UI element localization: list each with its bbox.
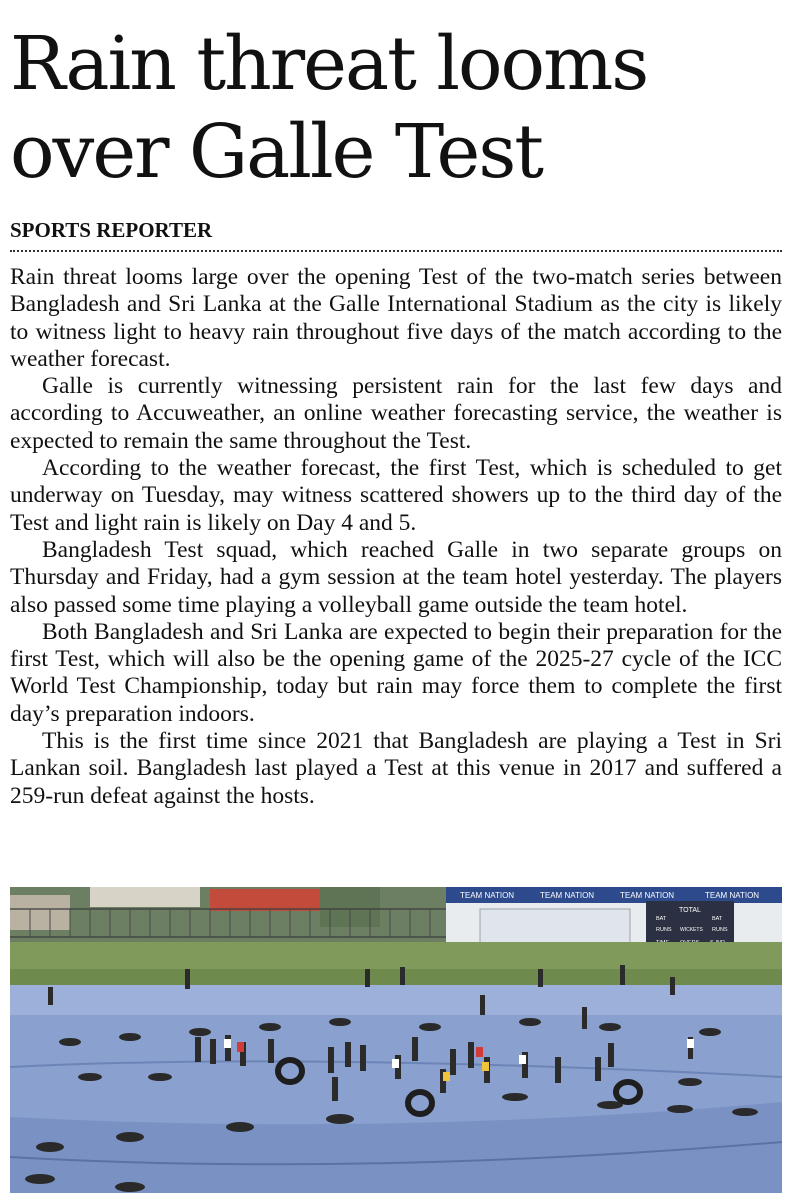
stadium-photo <box>10 887 782 1193</box>
paragraph: Bangladesh Test squad, which reached Galle in two separate groups on Thursday and Friday, had a gym session at the team hotel yesterday. The players also passed some time playing a volleyball game outside the team hotel. <box>10 536 782 618</box>
headline <box>10 20 782 196</box>
banner-text: TEAM NATION <box>460 891 515 900</box>
paragraph: Both Bangladesh and Sri Lanka are expected to begin their preparation for the first Test, which will also be the opening game of the 2025-27 cycle of the ICC World Test Championship, today but rain may force them to complete the first day’s preparation indoors. <box>10 618 782 727</box>
scoreboard-total: TOTAL <box>679 907 701 914</box>
paragraph: Rain threat looms large over the opening Test of the two-match series between Bangladesh and Sri Lanka at the Galle International Stadium as the city is likely to witness light to heavy rain throughout five days of the match according to the weather forecast. <box>10 264 782 372</box>
paragraph: This is the first time since 2021 that Bangladesh are playing a Test in Sri Lankan soil. Bangladesh last played a Test at this venue in 2017 and suffered a 259-run defeat against the hosts. <box>10 728 782 809</box>
byline: SPORTS REPORTER <box>10 218 213 242</box>
scoreboard-runs: RUNS <box>712 927 728 933</box>
banner-text: TEAM NATION <box>620 891 675 900</box>
paragraph: According to the weather forecast, the first Test, which is scheduled to get underway on Tuesday, may witness scattered showers up to the third day of the Test and light rain is likely on Day 4 and 5. <box>10 455 782 536</box>
scoreboard-bat: BAT <box>712 916 723 922</box>
scoreboard-bat: BAT <box>656 916 667 922</box>
article-body <box>10 264 782 810</box>
article <box>10 0 782 810</box>
dotted-divider <box>10 250 782 252</box>
scoreboard-runs: RUNS <box>656 927 672 933</box>
banner-text: TEAM NATION <box>540 891 595 900</box>
stadium-photo-illustration <box>10 887 782 1193</box>
banner-text: TEAM NATION <box>705 891 760 900</box>
headline-line-1: Rain threat looms <box>10 21 648 107</box>
scoreboard-wkts: WICKETS <box>680 927 703 933</box>
headline-line-2: over Galle Test <box>10 109 543 195</box>
paragraph: Galle is currently witnessing persistent rain for the last few days and according to Accuweather, an online weather forecasting service, the weather is expected to remain the same throughout the Test. <box>10 373 782 454</box>
